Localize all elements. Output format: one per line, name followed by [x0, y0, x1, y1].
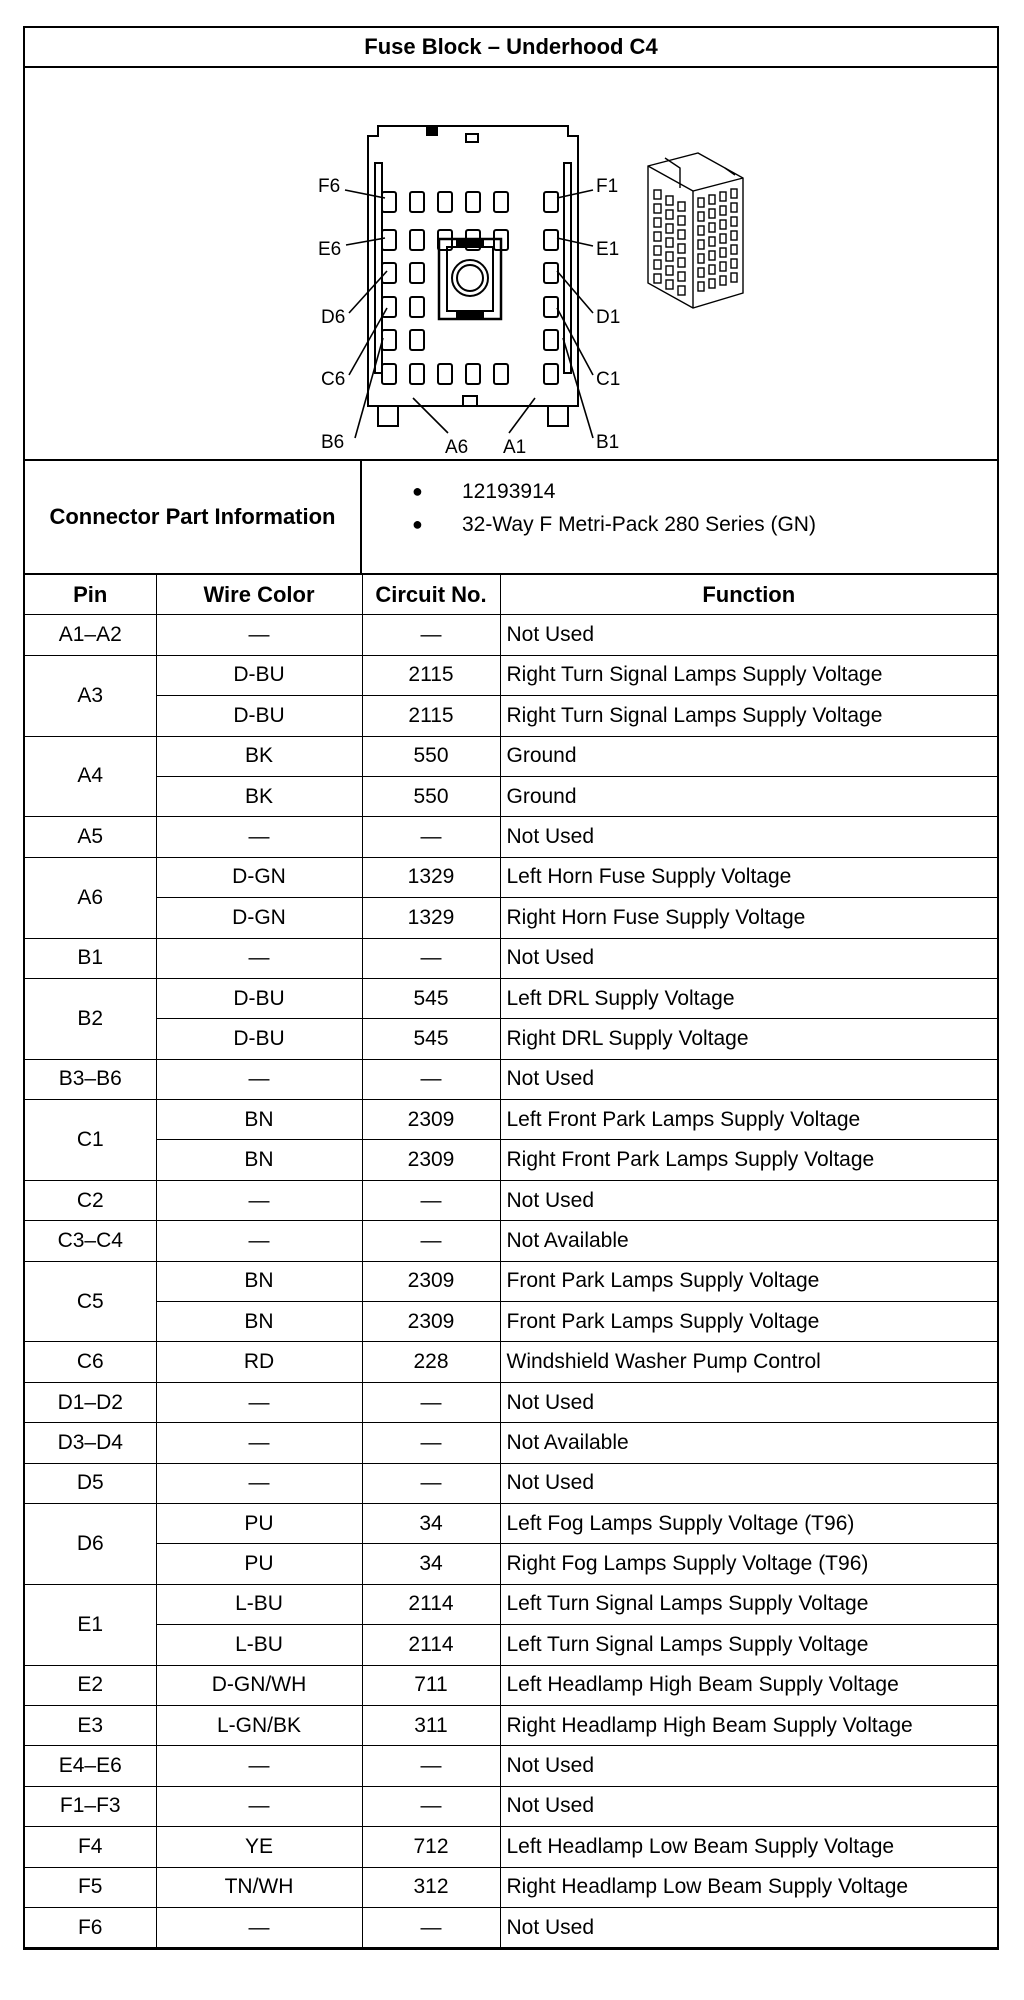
function-cell: Not Used — [500, 1382, 997, 1422]
iso-cavity — [709, 265, 715, 274]
iso-cavity — [666, 196, 673, 205]
wire-color-cell: BN — [156, 1302, 362, 1342]
wire-color-cell: — — [156, 817, 362, 857]
table-row — [25, 857, 997, 897]
label-c6: C6 — [321, 369, 346, 390]
header-function: Function — [500, 575, 997, 615]
iso-cavity — [731, 231, 737, 240]
table-header-row — [25, 575, 997, 615]
pin-cell: E4–E6 — [25, 1746, 156, 1786]
wire-color-cell: — — [156, 1746, 362, 1786]
circuit-cell: — — [362, 938, 500, 978]
pin-cell: C1 — [25, 1100, 156, 1181]
wire-color-cell: RD — [156, 1342, 362, 1382]
iso-cavity — [709, 209, 715, 218]
wire-color-cell: — — [156, 1786, 362, 1826]
function-cell: Not Used — [500, 1059, 997, 1099]
cavity — [410, 263, 424, 283]
pin-cell: D5 — [25, 1463, 156, 1503]
bullet-icon: ● — [412, 514, 423, 534]
header-wire-color: Wire Color — [156, 575, 362, 615]
iso-cavity — [720, 262, 726, 271]
circuit-cell: 2309 — [362, 1140, 500, 1180]
iso-cavity — [709, 195, 715, 204]
cavity — [410, 297, 424, 317]
wire-color-cell: L-GN/BK — [156, 1705, 362, 1745]
circuit-cell: 1329 — [362, 898, 500, 938]
table-row — [25, 938, 997, 978]
circuit-cell: 228 — [362, 1342, 500, 1382]
pin-cell: C3–C4 — [25, 1221, 156, 1261]
wire-color-cell: — — [156, 1221, 362, 1261]
iso-cavity — [654, 204, 661, 213]
function-cell: Left Horn Fuse Supply Voltage — [500, 857, 997, 897]
label-a6: A6 — [445, 437, 469, 458]
function-cell: Not Available — [500, 1221, 997, 1261]
iso-cavity — [678, 216, 685, 225]
connector-isometric-icon — [648, 153, 743, 308]
table-row — [25, 1180, 997, 1220]
header-pin: Pin — [25, 575, 156, 615]
cavity — [410, 230, 424, 250]
connector-description-text: 32-Way F Metri-Pack 280 Series (GN) — [462, 512, 816, 536]
iso-cavity — [731, 217, 737, 226]
wire-color-cell: — — [156, 1180, 362, 1220]
header-frame — [23, 26, 999, 575]
cavity — [438, 364, 452, 384]
wire-color-cell: D-GN — [156, 898, 362, 938]
table-row — [25, 1786, 997, 1826]
pin-cell: A4 — [25, 736, 156, 817]
connector-part-number-text: 12193914 — [462, 479, 556, 503]
iso-cavity — [654, 232, 661, 241]
pinout-table — [25, 575, 997, 1948]
iso-cavity — [720, 234, 726, 243]
wire-color-cell: BK — [156, 776, 362, 816]
table-row — [25, 1544, 997, 1584]
iso-cavity — [731, 273, 737, 282]
iso-cavity — [654, 190, 661, 199]
circuit-cell: — — [362, 1907, 500, 1947]
iso-cavity — [678, 286, 685, 295]
table-row — [25, 898, 997, 938]
wire-color-cell: BK — [156, 736, 362, 776]
iso-cavity — [654, 260, 661, 269]
function-cell: Right Headlamp Low Beam Supply Voltage — [500, 1867, 997, 1907]
function-cell: Right Horn Fuse Supply Voltage — [500, 898, 997, 938]
iso-cavity — [720, 220, 726, 229]
function-cell: Not Used — [500, 938, 997, 978]
table-row — [25, 817, 997, 857]
iso-cavity — [709, 279, 715, 288]
wire-color-cell: D-GN — [156, 857, 362, 897]
iso-cavity — [720, 192, 726, 201]
function-cell: Left DRL Supply Voltage — [500, 978, 997, 1018]
iso-cavity — [720, 248, 726, 257]
circuit-cell: — — [362, 1180, 500, 1220]
circuit-cell: 34 — [362, 1544, 500, 1584]
circuit-cell: — — [362, 1221, 500, 1261]
iso-cavity — [720, 276, 726, 285]
wire-color-cell: D-BU — [156, 978, 362, 1018]
circuit-cell: 1329 — [362, 857, 500, 897]
table-row — [25, 1140, 997, 1180]
table-row — [25, 1867, 997, 1907]
iso-cavity — [666, 280, 673, 289]
circuit-cell: 2309 — [362, 1261, 500, 1301]
table-row — [25, 1423, 997, 1463]
wire-color-cell: — — [156, 1059, 362, 1099]
wire-color-cell: L-BU — [156, 1625, 362, 1665]
table-row — [25, 655, 997, 695]
function-cell: Left Turn Signal Lamps Supply Voltage — [500, 1584, 997, 1624]
connector-description — [412, 508, 997, 541]
cavity — [410, 364, 424, 384]
cavity — [544, 330, 558, 350]
cavity — [494, 192, 508, 212]
iso-cavity — [731, 189, 737, 198]
iso-cavity — [720, 206, 726, 215]
pin-cell: B3–B6 — [25, 1059, 156, 1099]
function-cell: Not Used — [500, 1786, 997, 1826]
table-row — [25, 1221, 997, 1261]
wire-color-cell: D-BU — [156, 696, 362, 736]
iso-cavity — [698, 282, 704, 291]
function-cell: Front Park Lamps Supply Voltage — [500, 1302, 997, 1342]
function-cell: Not Used — [500, 817, 997, 857]
table-row — [25, 776, 997, 816]
table-row — [25, 1019, 997, 1059]
cavity — [410, 192, 424, 212]
iso-cavity — [698, 226, 704, 235]
function-cell: Not Used — [500, 1463, 997, 1503]
connector-part-info-list — [362, 461, 997, 573]
wire-color-cell: D-BU — [156, 655, 362, 695]
cavity — [544, 263, 558, 283]
circuit-cell: — — [362, 817, 500, 857]
wire-color-cell: — — [156, 615, 362, 655]
circuit-cell: 2115 — [362, 655, 500, 695]
connector-part-number — [412, 475, 997, 508]
cavity — [438, 192, 452, 212]
iso-cavity — [698, 254, 704, 263]
wire-color-cell: BN — [156, 1261, 362, 1301]
cavity — [494, 364, 508, 384]
iso-cavity — [709, 223, 715, 232]
iso-cavity — [698, 268, 704, 277]
cavity — [466, 364, 480, 384]
function-cell: Not Used — [500, 1907, 997, 1947]
circuit-cell: 545 — [362, 978, 500, 1018]
iso-cavity — [678, 244, 685, 253]
pin-cell: A3 — [25, 655, 156, 736]
table-row — [25, 1705, 997, 1745]
iso-cavity — [678, 202, 685, 211]
circuit-cell: — — [362, 1746, 500, 1786]
wire-color-cell: — — [156, 1382, 362, 1422]
pin-cell: C6 — [25, 1342, 156, 1382]
iso-cavity — [666, 266, 673, 275]
circuit-cell: 550 — [362, 776, 500, 816]
circuit-cell: 2115 — [362, 696, 500, 736]
table-row — [25, 1503, 997, 1543]
pin-cell: C5 — [25, 1261, 156, 1342]
cavity — [382, 330, 396, 350]
pin-cell: A1–A2 — [25, 615, 156, 655]
cavity — [410, 330, 424, 350]
function-cell: Left Turn Signal Lamps Supply Voltage — [500, 1625, 997, 1665]
header-circuit-no: Circuit No. — [362, 575, 500, 615]
function-cell: Not Used — [500, 615, 997, 655]
bullet-icon: ● — [412, 481, 423, 501]
circuit-cell: 34 — [362, 1503, 500, 1543]
pin-cell: A6 — [25, 857, 156, 938]
function-cell: Right Fog Lamps Supply Voltage (T96) — [500, 1544, 997, 1584]
pin-cell: F5 — [25, 1867, 156, 1907]
cavity — [544, 230, 558, 250]
table-row — [25, 1746, 997, 1786]
circuit-cell: 311 — [362, 1705, 500, 1745]
pin-cell: C2 — [25, 1180, 156, 1220]
pin-cell: F6 — [25, 1907, 156, 1947]
function-cell: Left Headlamp High Beam Supply Voltage — [500, 1665, 997, 1705]
wire-color-cell: — — [156, 1463, 362, 1503]
function-cell: Front Park Lamps Supply Voltage — [500, 1261, 997, 1301]
pin-cell: E2 — [25, 1665, 156, 1705]
table-row — [25, 736, 997, 776]
circuit-cell: 2114 — [362, 1584, 500, 1624]
circuit-cell: 2114 — [362, 1625, 500, 1665]
label-c1: C1 — [596, 369, 621, 390]
function-cell: Not Used — [500, 1180, 997, 1220]
cavity — [466, 192, 480, 212]
table-row — [25, 1382, 997, 1422]
wire-color-cell: L-BU — [156, 1584, 362, 1624]
pin-cell: F4 — [25, 1827, 156, 1867]
table-row — [25, 1625, 997, 1665]
circuit-cell: 312 — [362, 1867, 500, 1907]
iso-cavity — [678, 230, 685, 239]
iso-cavity — [666, 224, 673, 233]
circuit-cell: 550 — [362, 736, 500, 776]
pin-cell: E1 — [25, 1584, 156, 1665]
label-b1: B1 — [596, 432, 620, 453]
iso-cavity — [678, 272, 685, 281]
cavity — [544, 297, 558, 317]
circuit-cell: — — [362, 615, 500, 655]
iso-cavity — [654, 246, 661, 255]
fuse-block-sheet — [23, 26, 999, 1950]
pin-cell: E3 — [25, 1705, 156, 1745]
wire-color-cell: D-GN/WH — [156, 1665, 362, 1705]
table-row — [25, 1342, 997, 1382]
wire-color-cell: — — [156, 938, 362, 978]
circuit-cell: 711 — [362, 1665, 500, 1705]
pin-cell: F1–F3 — [25, 1786, 156, 1826]
function-cell: Ground — [500, 776, 997, 816]
table-row — [25, 615, 997, 655]
circuit-cell: — — [362, 1059, 500, 1099]
wire-color-cell: BN — [156, 1100, 362, 1140]
table-row — [25, 1059, 997, 1099]
table-row — [25, 978, 997, 1018]
table-row — [25, 1302, 997, 1342]
label-e6: E6 — [318, 239, 342, 260]
circuit-cell: — — [362, 1382, 500, 1422]
label-f1: F1 — [596, 176, 619, 197]
iso-cavity — [678, 258, 685, 267]
table-row — [25, 1665, 997, 1705]
iso-cavity — [698, 198, 704, 207]
iso-cavity — [666, 210, 673, 219]
wire-color-cell: PU — [156, 1503, 362, 1543]
pin-cell: A5 — [25, 817, 156, 857]
connector-face-drawing — [25, 68, 996, 459]
circuit-cell: — — [362, 1463, 500, 1503]
iso-cavity — [731, 203, 737, 212]
circuit-cell: 2309 — [362, 1302, 500, 1342]
iso-cavity — [654, 218, 661, 227]
table-row — [25, 1827, 997, 1867]
pin-cell: B1 — [25, 938, 156, 978]
wire-color-cell: PU — [156, 1544, 362, 1584]
wire-color-cell: — — [156, 1423, 362, 1463]
function-cell: Left Headlamp Low Beam Supply Voltage — [500, 1827, 997, 1867]
iso-cavity — [709, 251, 715, 260]
wire-color-cell: — — [156, 1907, 362, 1947]
function-cell: Right Turn Signal Lamps Supply Voltage — [500, 696, 997, 736]
connector-part-info-label: Connector Part Information — [25, 461, 362, 573]
pinout-table-body — [25, 615, 997, 1948]
pin-cell: D1–D2 — [25, 1382, 156, 1422]
iso-cavity — [731, 245, 737, 254]
wire-color-cell: D-BU — [156, 1019, 362, 1059]
function-cell: Right Front Park Lamps Supply Voltage — [500, 1140, 997, 1180]
iso-cavity — [709, 237, 715, 246]
table-row — [25, 1100, 997, 1140]
iso-cavity — [698, 212, 704, 221]
iso-cavity — [654, 274, 661, 283]
wire-color-cell: BN — [156, 1140, 362, 1180]
wire-color-cell: TN/WH — [156, 1867, 362, 1907]
label-b6: B6 — [321, 432, 345, 453]
cavity — [382, 364, 396, 384]
connector-part-info — [25, 461, 997, 575]
pin-cell: D6 — [25, 1503, 156, 1584]
label-d6: D6 — [321, 307, 346, 328]
table-row — [25, 1907, 997, 1947]
page-title: Fuse Block – Underhood C4 — [25, 28, 997, 68]
cavity — [544, 192, 558, 212]
table-row — [25, 696, 997, 736]
iso-cavity — [666, 252, 673, 261]
function-cell: Ground — [500, 736, 997, 776]
circuit-cell: — — [362, 1423, 500, 1463]
circuit-cell: 2309 — [362, 1100, 500, 1140]
cavity — [382, 230, 396, 250]
pin-cell: B2 — [25, 978, 156, 1059]
label-e1: E1 — [596, 239, 620, 260]
circuit-cell: 545 — [362, 1019, 500, 1059]
wire-color-cell: YE — [156, 1827, 362, 1867]
label-f6: F6 — [318, 176, 341, 197]
circuit-cell: — — [362, 1786, 500, 1826]
label-d1: D1 — [596, 307, 621, 328]
cavity — [544, 364, 558, 384]
table-row — [25, 1584, 997, 1624]
function-cell: Right Headlamp High Beam Supply Voltage — [500, 1705, 997, 1745]
function-cell: Windshield Washer Pump Control — [500, 1342, 997, 1382]
circuit-cell: 712 — [362, 1827, 500, 1867]
pinout-table-wrapper — [23, 575, 999, 1950]
function-cell: Right Turn Signal Lamps Supply Voltage — [500, 655, 997, 695]
cavity — [382, 263, 396, 283]
iso-cavity — [731, 259, 737, 268]
iso-cavity — [698, 240, 704, 249]
table-row — [25, 1463, 997, 1503]
label-a1: A1 — [503, 437, 527, 458]
pin-cell: D3–D4 — [25, 1423, 156, 1463]
table-row — [25, 1261, 997, 1301]
cavity — [382, 192, 396, 212]
function-cell: Not Available — [500, 1423, 997, 1463]
function-cell: Left Fog Lamps Supply Voltage (T96) — [500, 1503, 997, 1543]
function-cell: Right DRL Supply Voltage — [500, 1019, 997, 1059]
connector-diagram — [25, 68, 997, 461]
function-cell: Left Front Park Lamps Supply Voltage — [500, 1100, 997, 1140]
function-cell: Not Used — [500, 1746, 997, 1786]
iso-cavity — [666, 238, 673, 247]
